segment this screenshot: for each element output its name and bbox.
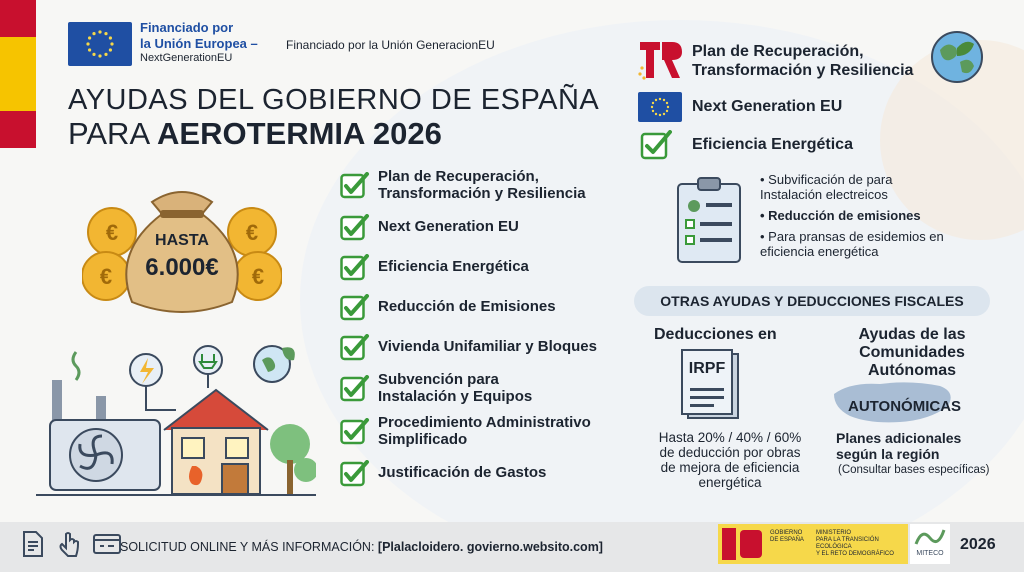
consult-note: (Consultar bases específicas): [838, 464, 990, 476]
bullet-item: • Para pransas de esidemios en eficiencia energética: [760, 229, 944, 259]
bag-amount: 6.000€: [145, 254, 219, 281]
footer-link[interactable]: [Plalacloidero. govierno.websito.com]: [377, 540, 603, 554]
eu-funding-label: Financiado por la Unión Europea –: [140, 20, 258, 51]
checklist-label: Vivienda Unifamiliar y Bloques: [378, 338, 597, 355]
ministerio-label: MINISTERIO PARA LA TRANSICIÓN ECOLÓGICA Y EL RETO DEMOGRÁFICO: [816, 530, 894, 557]
miteco-logo: [910, 524, 950, 564]
checklist-item: [340, 168, 640, 202]
checklist-item: [340, 331, 640, 362]
coin-icon: [82, 252, 130, 300]
document-icon: [20, 530, 46, 558]
irpf-title: Deducciones en: [654, 326, 777, 343]
next-gen-label: Next Generation EU: [692, 98, 843, 115]
check-icon: [340, 172, 366, 198]
page-title-line1: AYUDAS DEL GOBIERNO DE ESPAÑA: [68, 84, 600, 116]
footer-icons: [20, 530, 122, 558]
plan-bullets: [760, 172, 1000, 265]
footer-info: [120, 540, 603, 554]
eu-funding-sub: NextGenerationEU: [140, 52, 233, 64]
lightning-icon: [130, 354, 162, 386]
otras-ayudas-heading: OTRAS AYUDAS Y DEDUCCIONES FISCALES: [634, 286, 990, 316]
bullet-item: • Subvificación de para Instalación electreicos: [760, 172, 893, 202]
gobierno-label: GOBIERNO DE ESPAÑA: [770, 530, 804, 543]
checklist-item: [340, 457, 640, 488]
eu-flag-icon: [638, 92, 682, 122]
title-bold: AEROTERMIA 2026: [157, 116, 442, 151]
house-heatpump-illustration: [36, 340, 316, 500]
tr-logo-icon: [636, 38, 684, 82]
svg-text:€: €: [99, 264, 113, 289]
clipboard-icon: [674, 176, 744, 264]
check-icon: [340, 460, 366, 486]
checklist-label: Subvención para Instalación y Equipos: [378, 371, 533, 405]
irpf-doc-label: IRPF: [688, 360, 726, 377]
footer-info-label: SOLICITUD ONLINE Y MÁS INFORMACIÓN:: [120, 540, 378, 554]
checklist-label: Procedimiento Administrativo Simplificado: [378, 414, 591, 448]
browser-window-icon: [92, 530, 122, 558]
eco-globe-icon: [254, 346, 295, 382]
touch-hand-icon: [56, 530, 82, 558]
eu-flag-icon: [68, 22, 132, 66]
plan-recuperacion-title: Plan de Recuperación, Transformación y Resiliencia: [692, 43, 914, 79]
checklist-item: [340, 291, 640, 322]
coin-icon: [228, 208, 276, 256]
check-icon: [340, 375, 366, 401]
coat-of-arms-icon: [740, 530, 762, 558]
svg-text:€: €: [245, 220, 259, 245]
spain-flag-mini: [722, 528, 736, 560]
globe-leaf-icon: [930, 30, 984, 84]
checklist-label: Reducción de Emisiones: [378, 298, 556, 315]
autonomicas-label: AUTONÓMICAS: [848, 398, 962, 415]
money-bag-illustration: [82, 172, 282, 322]
check-icon: [340, 254, 366, 280]
checklist-item: [340, 211, 640, 242]
check-icon: [340, 294, 366, 320]
check-icon: [340, 418, 366, 444]
year-label: 2026: [960, 536, 996, 553]
checklist-item: [340, 414, 640, 448]
gobierno-logo: [718, 524, 908, 564]
spain-flag-strip: [0, 0, 36, 148]
irpf-document-icon: [680, 348, 744, 422]
bullet-item: • Reducción de emisiones: [760, 208, 921, 223]
title-prefix: PARA: [68, 116, 158, 151]
check-icon: [640, 130, 672, 160]
coin-icon: [88, 208, 136, 256]
coin-icon: [234, 252, 282, 300]
planes-adicionales: Planes adicionales según la región: [836, 430, 962, 462]
checklist-item: [340, 251, 640, 282]
benefits-checklist: [340, 168, 640, 497]
miteco-label: MITECO: [916, 550, 944, 557]
ccaa-title: Ayudas de las Comunidades Autónomas: [858, 326, 966, 379]
irpf-description: [640, 430, 820, 490]
checklist-label: Next Generation EU: [378, 218, 519, 235]
svg-text:€: €: [105, 220, 119, 245]
eu-funding-side: Financiado por la Unión GeneracionEU: [286, 38, 495, 52]
bag-hasta-label: HASTA: [155, 232, 209, 249]
plug-icon: [194, 346, 222, 374]
checklist-label: Eficiencia Energética: [378, 258, 529, 275]
checklist-item: [340, 371, 640, 405]
irpf-percentages: Hasta 20% / 40% / 60%: [658, 430, 802, 445]
page-title-line2: [68, 116, 442, 152]
eficiencia-label: Eficiencia Energética: [692, 136, 853, 153]
check-icon: [340, 214, 366, 240]
svg-text:€: €: [251, 264, 265, 289]
checklist-label: Justificación de Gastos: [378, 464, 547, 481]
irpf-desc-text: de deducción por obras de mejora de eficiencia energética: [659, 445, 801, 490]
checklist-label: Plan de Recuperación, Transformación y Resiliencia: [378, 168, 586, 202]
check-icon: [340, 334, 366, 360]
